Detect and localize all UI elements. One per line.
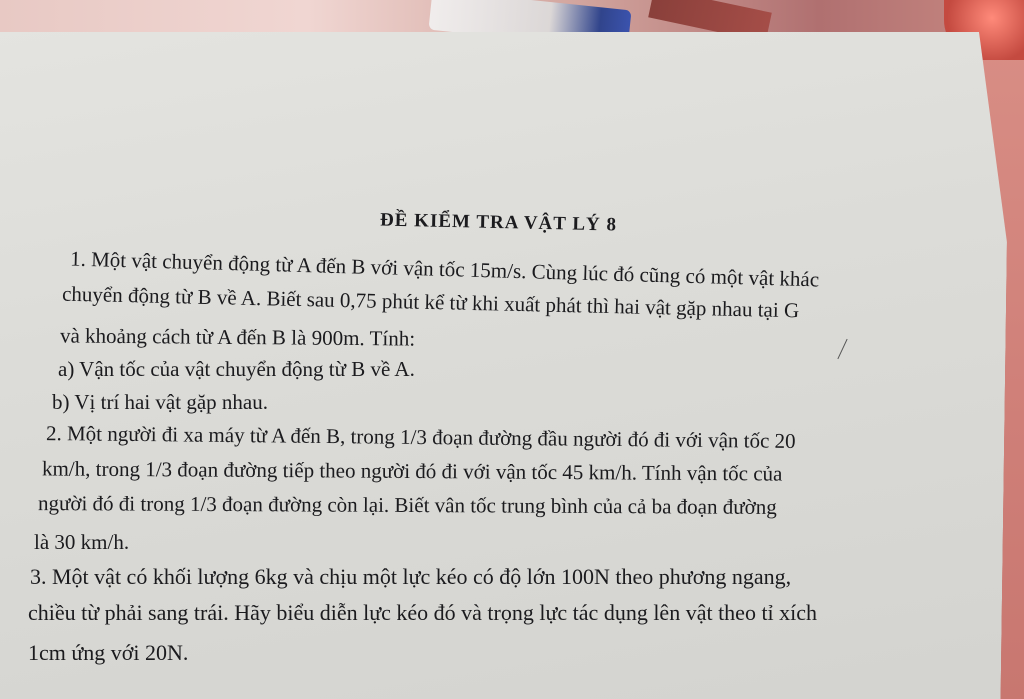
text-line: 1cm ứng với 20N. [28, 640, 189, 665]
text-line: 3. Một vật có khối lượng 6kg và chịu một lực kéo có độ lớn 100N theo phương ngang, [30, 564, 792, 589]
page-title: ĐỀ KIỂM TRA VẬT LÝ 8 [379, 209, 618, 236]
text-line: a) Vận tốc của vật chuyển động từ B về A. [58, 357, 415, 381]
text-line: 2. Một người đi xa máy từ A đến B, trong 1/3 đoạn đường đầu người đó đi với vận tốc 20 [45, 421, 796, 453]
text-line: là 30 km/h. [34, 530, 130, 554]
text-line: km/h, trong 1/3 đoạn đường tiếp theo người đó đi với vận tốc 45 km/h. Tính vận tốc của [41, 456, 783, 486]
text-line: b) Vị trí hai vật gặp nhau. [52, 390, 268, 414]
text-line: chuyển động từ B về A. Biết sau 0,75 phút kể từ khi xuất phát thì hai vật gặp nhau tại G [61, 281, 800, 323]
text-line: 1. Một vật chuyển động từ A đến B với vận tốc 15m/s. Cùng lúc đó cũng có một vật khác [69, 246, 820, 292]
text-line: chiều từ phải sang trái. Hãy biểu diễn lực kéo đó và trọng lực tác dụng lên vật theo tỉ xích [28, 600, 818, 625]
text-line: và khoảng cách từ A đến B là 900m. Tính: [59, 323, 416, 351]
pencil-mark [837, 339, 847, 359]
text-line: người đó đi trong 1/3 đoạn đường còn lại. Biết vân tốc trung bình của cả ba đoạn đường [37, 491, 777, 519]
